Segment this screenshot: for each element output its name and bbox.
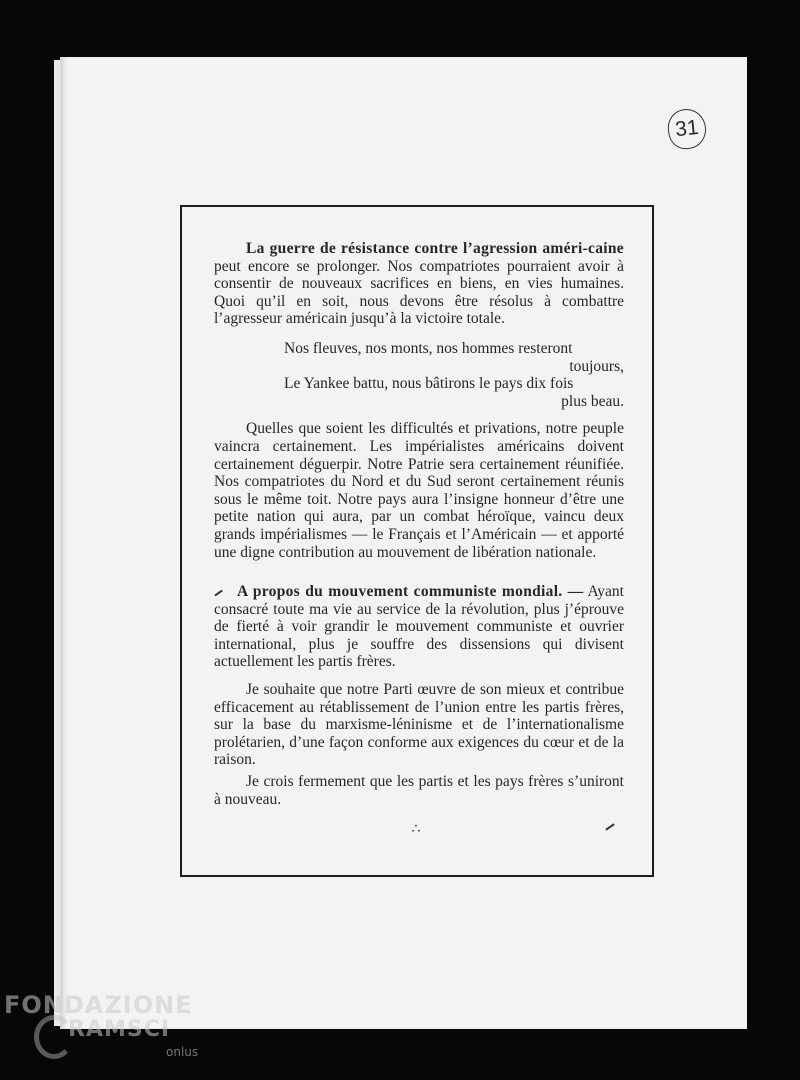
paragraph-war-resistance bbox=[214, 240, 624, 328]
paragraph-victory: Quelles que soient les difficultés et privations, notre peuple vaincra certainement. Les impérialistes américains doivent certainement déguerpir. Notre Patrie sera certainement réunifiée. Nos compatriotes du Nord et du Sud seront certainement réunis sous le même toit. Notre pays aura l’insigne honneur d’être une petite nation qui aura, par un combat héroïque, vaincu deux grands impérialismes — le Français et l’Américain — et apporté une digne contribution au mouvement de libération nationale. bbox=[214, 420, 624, 561]
paragraph-text: peut encore se prolonger. Nos compatriotes pourraient avoir à consentir de nouveaux sacrifices en biens, en vies humaines. Quoi qu’il en soit, nous devons être résolus à combattre l’agresseur américain jusqu’à la victoire totale. bbox=[214, 257, 624, 328]
fondazione-gramsci-watermark bbox=[4, 991, 234, 1071]
document-body bbox=[214, 240, 624, 808]
watermark-onlus: onlus bbox=[166, 1045, 199, 1059]
paragraph-heading: La guerre de résistance contre l’agression améri-caine bbox=[246, 240, 624, 257]
handwritten-page-number: 31 bbox=[666, 107, 708, 151]
verse-line: Nos fleuves, nos monts, nos hommes resteront bbox=[284, 339, 573, 357]
paragraph-heading: A propos du mouvement communiste mondial. — bbox=[237, 583, 584, 601]
watermark-subtitle: RAMSCI bbox=[68, 1017, 171, 1042]
paragraph-party-unity: Je souhaite que notre Parti œuvre de son mieux et contribue efficacement au rétablissement de l’union entre les partis frères, sur la base du marxisme-léninisme et de l’internationalisme prolétarien, d’une façon conforme aux exigences du cœur et de la raison. bbox=[214, 681, 624, 769]
verse-quote bbox=[284, 340, 624, 410]
paragraph-text: Ayant consacré toute ma vie au service de la révolution, plus j’éprouve de fierté à voir grandir le mouvement communiste et ouvrier international, plus je souffre des dissensions qui divisent actuellement les partis frères. bbox=[214, 583, 624, 671]
verse-line: plus beau. bbox=[561, 392, 624, 410]
verse-line: toujours, bbox=[569, 357, 624, 375]
verse-line: Le Yankee battu, nous bâtirons le pays dix fois bbox=[284, 375, 574, 393]
asterism-ornament: ∴ bbox=[411, 822, 421, 837]
pencil-mark-icon bbox=[214, 589, 222, 595]
paragraph-reunite: Je crois fermement que les partis et les pays frères s’uniront à nouveau. bbox=[214, 773, 624, 808]
paragraph-communist-movement bbox=[214, 583, 624, 671]
watermark-title: FONDAZIONE bbox=[4, 991, 193, 1019]
